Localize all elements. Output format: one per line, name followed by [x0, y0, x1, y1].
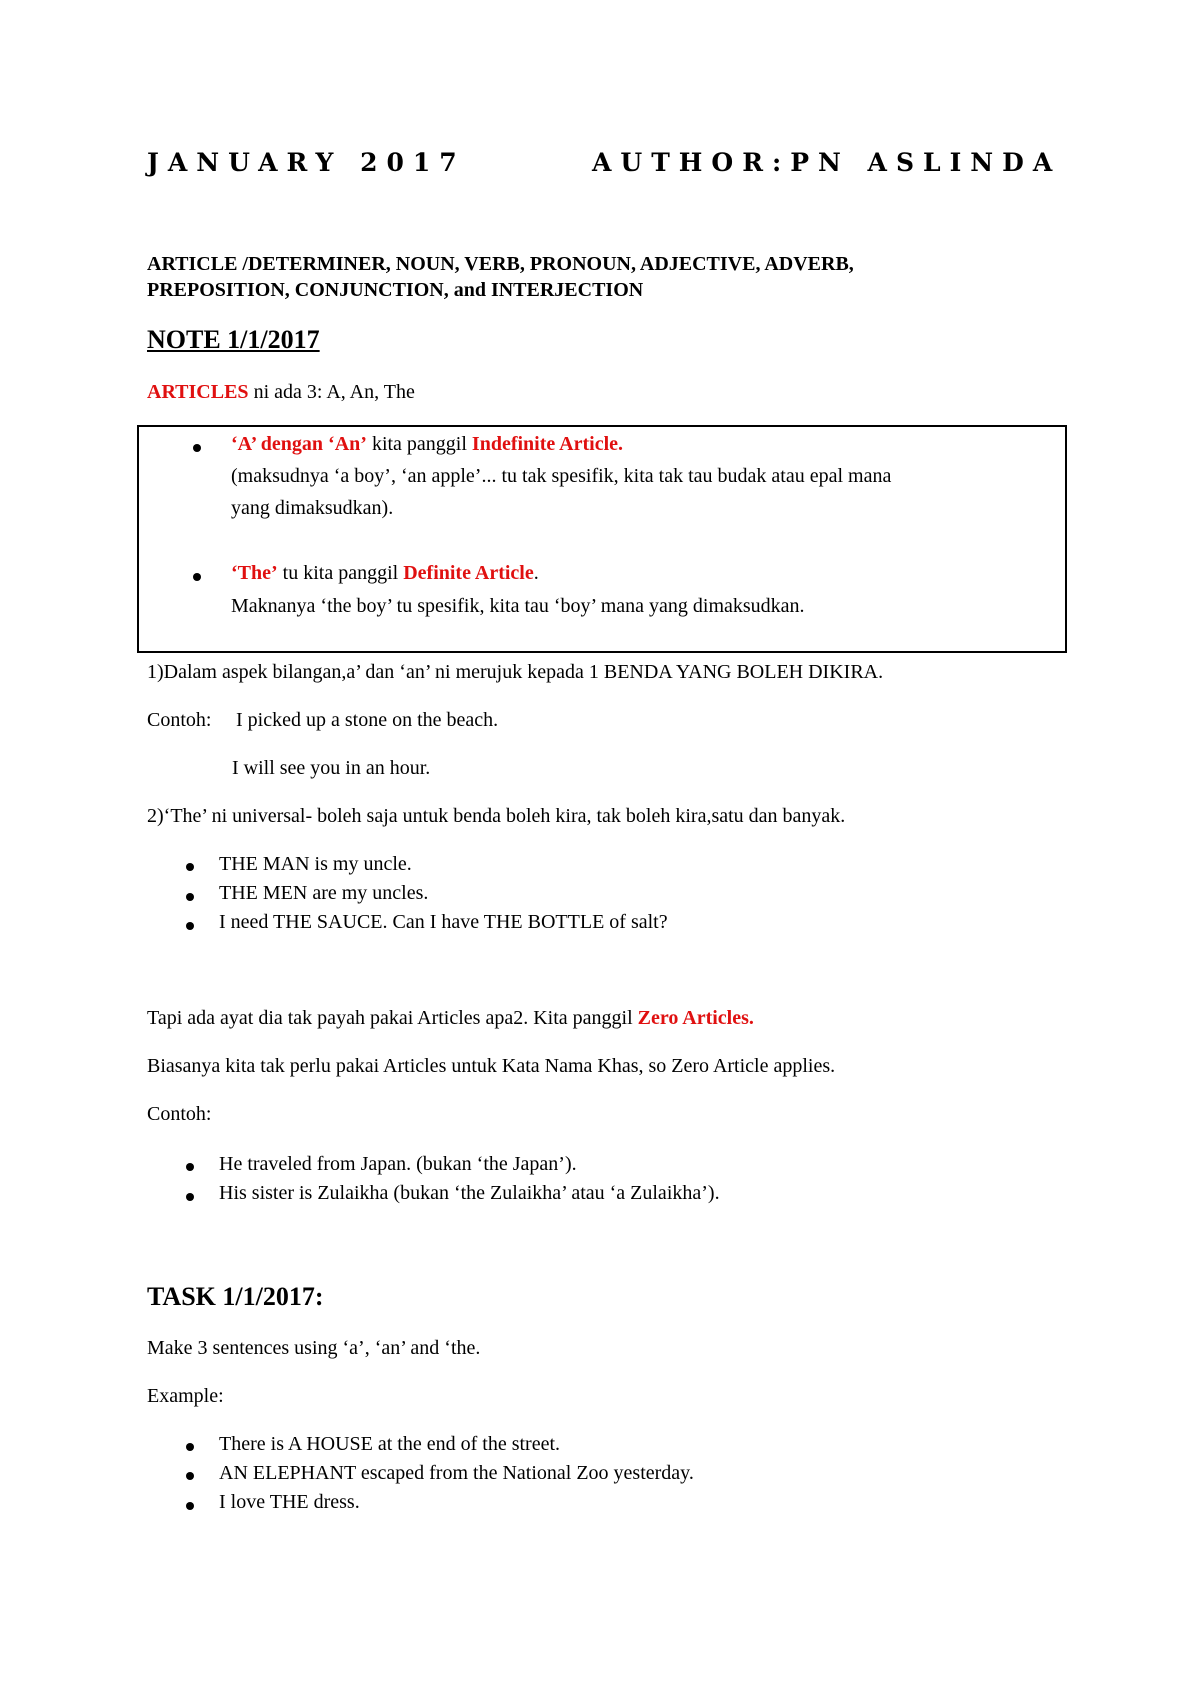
- definite-end: .: [533, 562, 539, 584]
- indefinite-mid-text: kita panggil: [366, 433, 472, 455]
- a-an-keyword: ‘A’ dengan ‘An’: [231, 433, 367, 455]
- bullet-icon: [186, 1163, 194, 1171]
- bullet-icon: [186, 922, 194, 930]
- topics-line-2: PREPOSITION, CONJUNCTION, and INTERJECTION: [147, 279, 644, 301]
- task-example-1: There is A HOUSE at the end of the street.: [219, 1433, 561, 1455]
- bullet-icon: [193, 573, 201, 581]
- the-example-1: THE MAN is my uncle.: [219, 853, 412, 875]
- definite-explanation: Maknanya ‘the boy’ tu spesifik, kita tau ‘boy’ mana yang dimaksudkan.: [231, 595, 805, 617]
- indefinite-explanation-2: yang dimaksudkan).: [231, 497, 394, 519]
- zero-articles-intro: [147, 1007, 754, 1030]
- header-author: AUTHOR:PN ASLINDA: [592, 148, 1062, 177]
- example-2: I will see you in an hour.: [232, 757, 431, 779]
- bullet-icon: [186, 1193, 194, 1201]
- definite-article-keyword: Definite Article: [403, 562, 534, 584]
- point-2: 2)‘The’ ni universal- boleh saja untuk benda boleh kira, tak boleh kira,satu dan banyak.: [147, 805, 846, 827]
- task-instruction: Make 3 sentences using ‘a’, ‘an’ and ‘the.: [147, 1337, 481, 1359]
- definite-article-line: [231, 562, 539, 585]
- bullet-icon: [186, 863, 194, 871]
- articles-intro: [147, 381, 415, 404]
- definitions-box: [137, 425, 1067, 653]
- bullet-icon: [186, 1472, 194, 1480]
- the-example-2: THE MEN are my uncles.: [219, 882, 429, 904]
- task-example-2: AN ELEPHANT escaped from the National Zoo yesterday.: [219, 1462, 694, 1484]
- contoh-label-1: Contoh:: [147, 709, 212, 731]
- indefinite-explanation-1: (maksudnya ‘a boy’, ‘an apple’... tu tak spesifik, kita tak tau budak atau epal mana: [231, 465, 892, 487]
- task-example-label: Example:: [147, 1385, 224, 1407]
- zero-intro-text: Tapi ada ayat dia tak payah pakai Articles apa2. Kita panggil: [147, 1007, 638, 1029]
- zero-example-2: His sister is Zulaikha (bukan ‘the Zulaikha’ atau ‘a Zulaikha’).: [219, 1182, 720, 1204]
- indefinite-article-line: [231, 433, 623, 456]
- task-example-3: I love THE dress.: [219, 1491, 360, 1513]
- task-title: TASK 1/1/2017:: [147, 1282, 324, 1311]
- zero-articles-explanation: Biasanya kita tak perlu pakai Articles untuk Kata Nama Khas, so Zero Article applies.: [147, 1055, 836, 1077]
- note-title: NOTE 1/1/2017: [147, 325, 320, 354]
- point-1: 1)Dalam aspek bilangan,a’ dan ‘an’ ni merujuk kepada 1 BENDA YANG BOLEH DIKIRA.: [147, 661, 884, 683]
- articles-intro-text: ni ada 3: A, An, The: [248, 381, 415, 403]
- indefinite-article-keyword: Indefinite Article.: [471, 433, 624, 455]
- example-1: I picked up a stone on the beach.: [236, 709, 499, 731]
- topics-line-1: ARTICLE /DETERMINER, NOUN, VERB, PRONOUN, ADJECTIVE, ADVERB,: [147, 253, 854, 275]
- bullet-icon: [193, 444, 201, 452]
- bullet-icon: [186, 893, 194, 901]
- definite-mid-text: tu kita panggil: [277, 562, 404, 584]
- zero-articles-keyword: Zero Articles.: [637, 1007, 754, 1029]
- zero-example-1: He traveled from Japan. (bukan ‘the Japan’).: [219, 1153, 577, 1175]
- articles-keyword: ARTICLES: [147, 381, 249, 403]
- the-keyword: ‘The’: [231, 562, 278, 584]
- bullet-icon: [186, 1443, 194, 1451]
- header-date: JANUARY 2017: [147, 148, 466, 177]
- bullet-icon: [186, 1502, 194, 1510]
- the-example-3: I need THE SAUCE. Can I have THE BOTTLE of salt?: [219, 911, 668, 933]
- contoh-label-2: Contoh:: [147, 1103, 212, 1125]
